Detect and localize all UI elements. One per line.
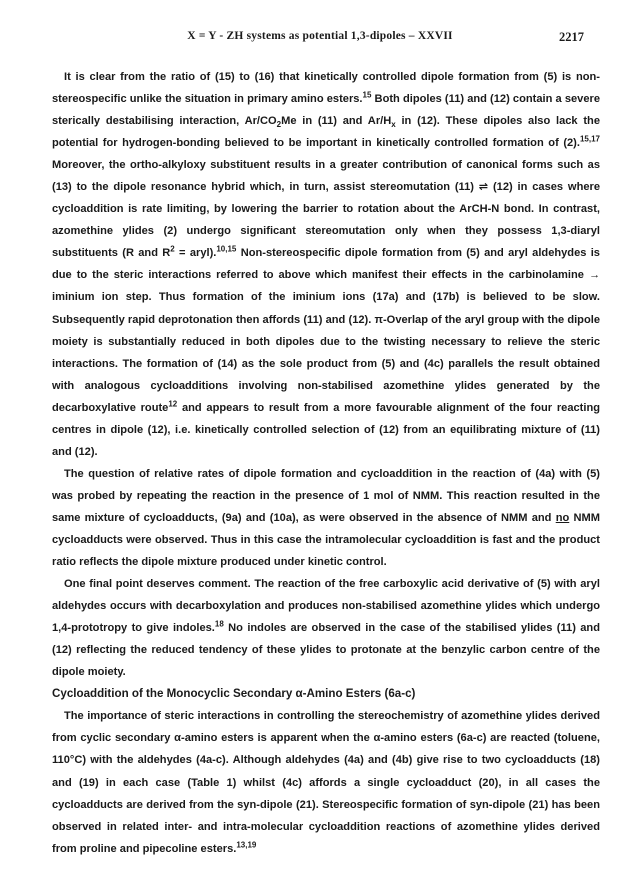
- subscript: 2: [276, 120, 282, 130]
- paragraph-4: The importance of steric interactions in controlling the stereochemistry of azomethine ylides derived from cyclic secondary α-amino esters is apparent when the α-amino esters (6a-c) are reacted (toluene, 110°C) with the aldehydes (4a-c). Although aldehydes (4a) and (4b) give rise to two cycloadducts (18) and (19) in each case (Table 1) whilst (4c) affords a single cycloadduct (20), in all cases the cycloadducts are derived from the syn-dipole (21). Stereospecific formation of syn-dipole (21) has been observed in related inter- and intra-molecular cycloaddition reactions of azomethine ylides derived from proline and pipecoline esters.$^{13,19}$: [52, 710, 600, 855]
- superscript: 2: [170, 244, 175, 254]
- underlined-word: no: [555, 511, 570, 524]
- paragraph-3: One final point deserves comment. The reaction of the free carboxylic acid derivative of (5) with aryl aldehydes occurs with decarboxylation and produces non-stabilised azomethine ylides which undergo 1,4-prototropy to give indoles.$^{18}$ No indoles are observed in the case of the stabilised ylides (11) and (12) reflecting the reduced tendency of these ylides to protonate at the benzylic carbon centre of the dipole moiety.: [52, 578, 600, 679]
- reference-superscript: 15,17: [579, 134, 600, 144]
- reference-superscript: 13,19: [236, 839, 257, 849]
- subscript: x: [391, 120, 396, 130]
- paragraph-1: It is clear from the ratio of (15) to (16) that kinetically controlled dipole formation from (5) is non-stereospecific unlike the situation in primary amino esters.$^{15}$ Both dipoles (11) and (12) contain a severe sterically destabilising interaction, $Ar/CO_2Me$ in (11) and $Ar/H_x$ in (12). These dipoles also lack the potential for hydrogen-bonding believed to be important in kinetically controlled formation of (2).$^{15,17}$ Moreover, the ortho-alkyloxy substituent results in a greater contribution of canonical forms such as (13) to the dipole resonance hybrid which, in turn, assist stereomutation (11) ⇌ (12) in cases where cycloaddition is rate limiting, by lowering the barrier to rotation about the ArCH-N bond. In contrast, azomethine ylides (2) undergo significant stereomutation only when they possess 1,3-diaryl substituents (R and $R^2$ = aryl).$^{10,15}$ Non-stereospecific dipole formation from (5) and aryl aldehydes is due to the steric interactions referred to above which manifest their effects in the carbinolamine → iminium ion step. Thus formation of the iminium ions (17a) and (17b) is believed to be slow. Subsequently rapid deprotonation then affords (11) and (12). π-Overlap of the aryl group with the dipole moiety is substantially reduced in both dipoles due to the twisting necessary to relieve the steric interactions. The formation of (14) as the sole product from (5) and (4c) parallels the result obtained with analogous cycloadditions involving non-stabilised azomethine ylides generated by the decarboxylative route$^{12}$ and appears to result from a more favourable alignment of the four reacting centres in dipole (12), i.e. kinetically controlled selection of (12) from an equilibrating mixture of (11) and (12).: [52, 71, 600, 458]
- page-number: 2217: [559, 30, 584, 44]
- body-text: [52, 66, 600, 860]
- reference-superscript: 18: [214, 619, 224, 629]
- reference-superscript: 10,15: [216, 244, 237, 254]
- section-heading: Cycloaddition of the Monocyclic Secondary α-Amino Esters (6a-c): [52, 687, 416, 701]
- reference-superscript: 12: [168, 399, 178, 409]
- page-header: [56, 30, 584, 50]
- reference-superscript: 15: [362, 90, 372, 100]
- running-title: X = Y - ZH systems as potential 1,3-dipoles – XXVII: [187, 30, 453, 42]
- paragraph-2: The question of relative rates of dipole formation and cycloaddition in the reaction of (4a) with (5) was probed by repeating the reaction in the presence of 1 mol of NMM. This reaction resulted in the same mixture of cycloadducts, (9a) and (10a), as were observed in the absence of NMM and no NMM cycloadducts were observed. Thus in this case the intramolecular cycloaddition is fast and the product ratio reflects the dipole mixture produced under kinetic control.: [52, 467, 600, 569]
